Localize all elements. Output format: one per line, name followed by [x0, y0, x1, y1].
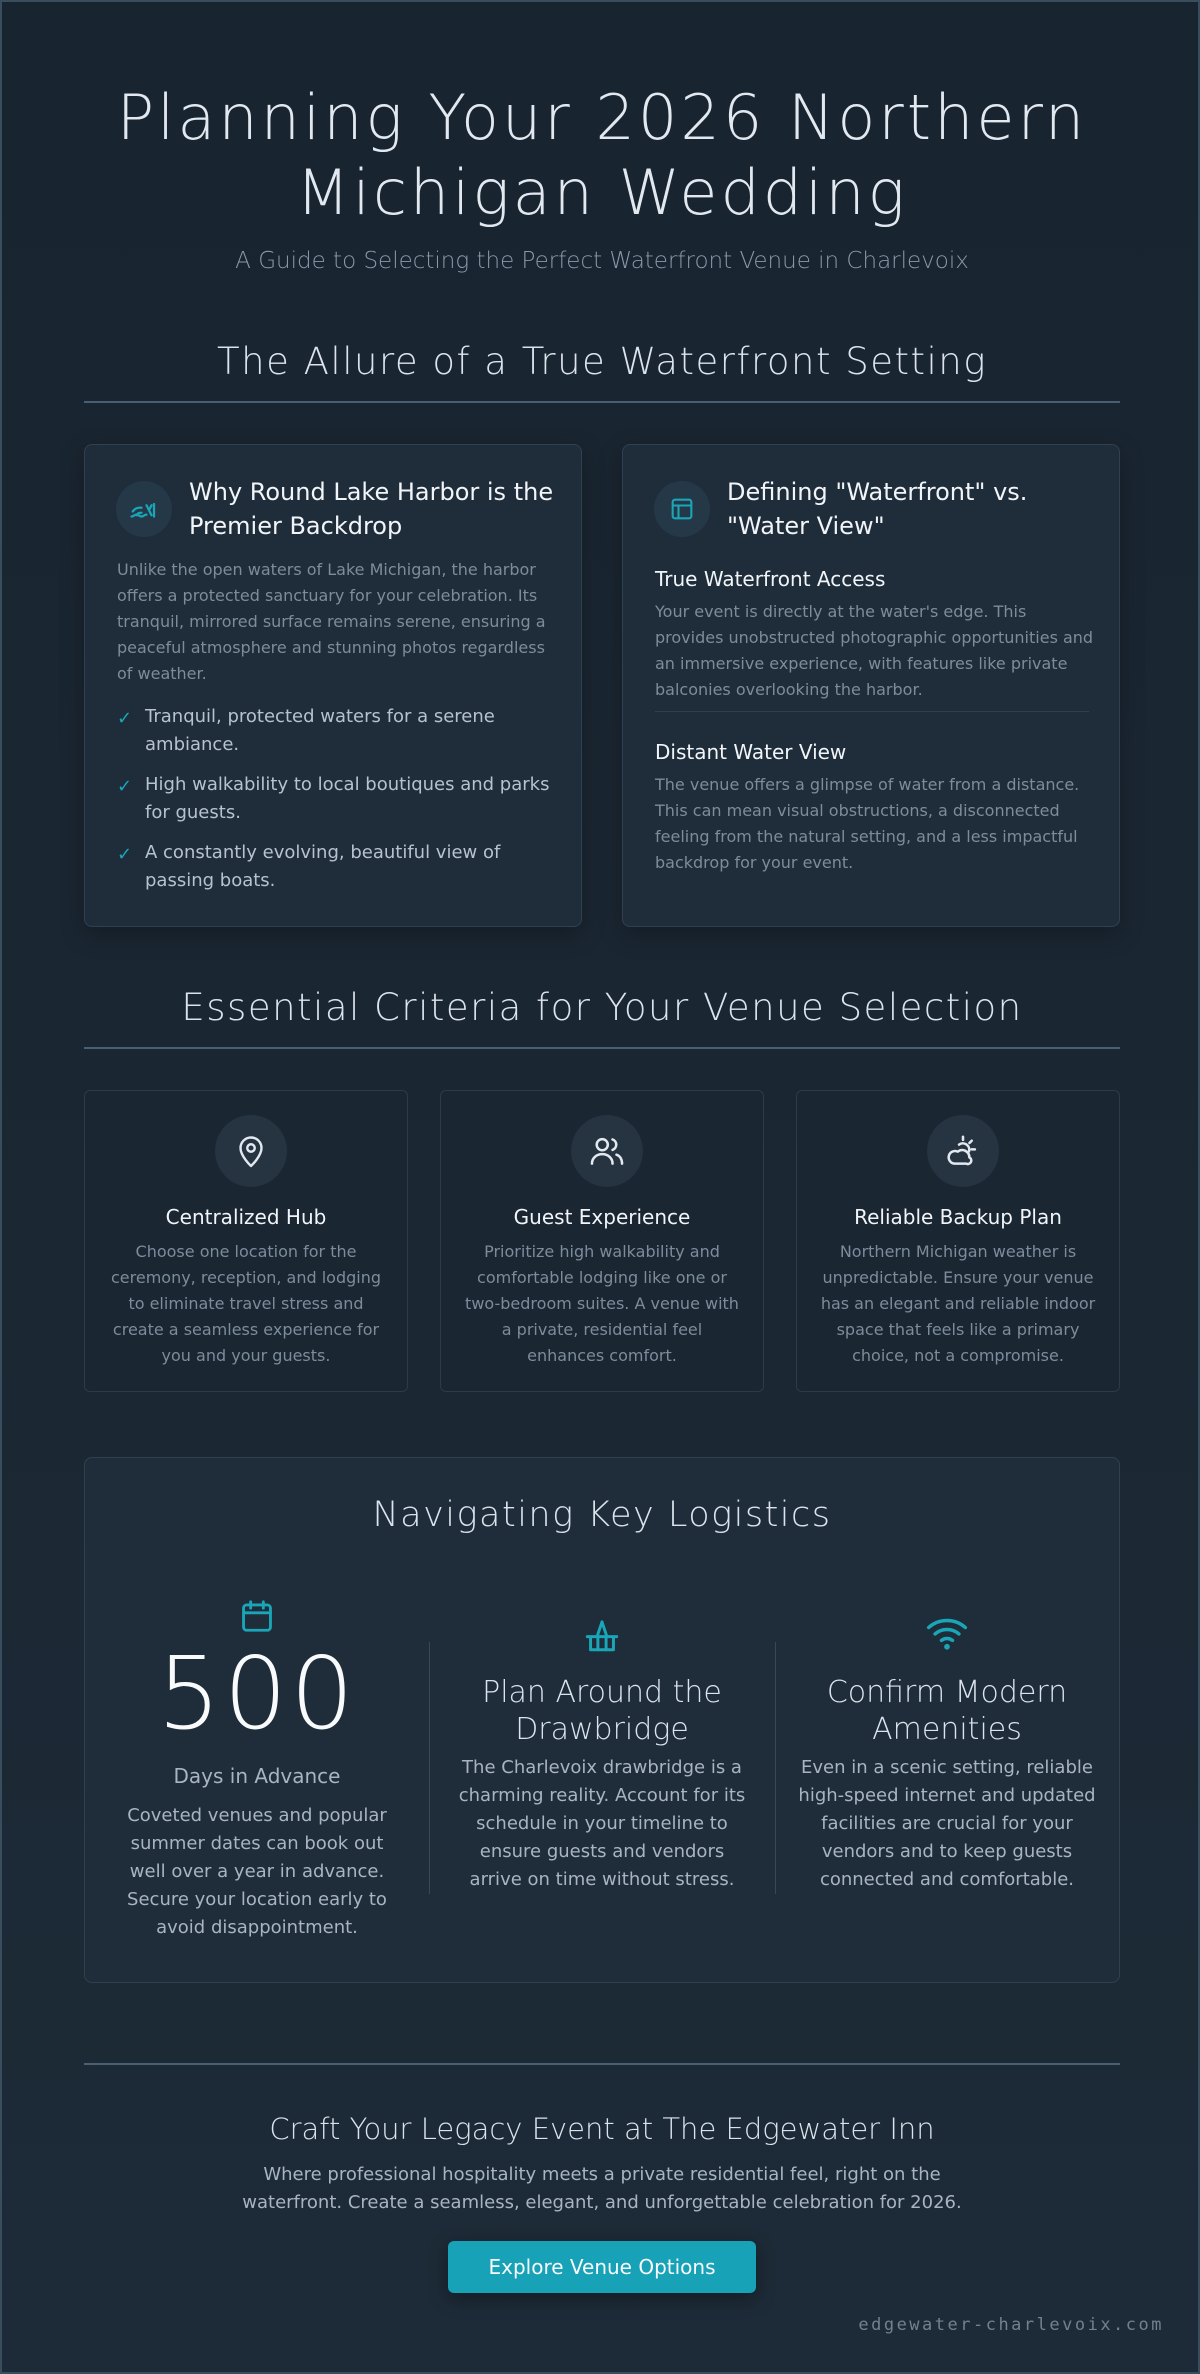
- distant-view-text: The venue offers a glimpse of water from a distance. This can mean visual obstructions, a disconnected feeling from the natural setting, and a less impactful backdrop for your event.: [655, 775, 1080, 872]
- definition-card-title: Defining "Waterfront" vs. "Water View": [727, 478, 1028, 540]
- harbor-card-title: Why Round Lake Harbor is the Premier Backdrop: [189, 478, 554, 540]
- cloud-sun-icon: [927, 1115, 999, 1187]
- harbor-card-text: Unlike the open waters of Lake Michigan, the harbor offers a protected sanctuary for your celebration. Its tranquil, mirrored surface remains serene, ensuring a peaceful atmosphere and stunning photos regardless of weather.: [117, 560, 546, 683]
- calendar-icon: [107, 1597, 407, 1635]
- section-title-logistics: Navigating Key Logistics: [372, 1495, 832, 1535]
- section-title-criteria: Essential Criteria for Your Venue Selection: [181, 986, 1023, 1029]
- distant-view-heading: Distant Water View: [655, 740, 847, 764]
- days-in-advance-number: 500: [157, 1635, 357, 1752]
- criteria-card-guest-experience: [440, 1090, 764, 1392]
- check-icon: ✓: [117, 844, 133, 865]
- criteria-title: Guest Experience: [513, 1205, 691, 1229]
- criteria-text: Prioritize high walkability and comfortable lodging like one or two-bedroom suites. A venue with a private, residential feel enhances comfort.: [465, 1242, 739, 1365]
- page-subtitle: A Guide to Selecting the Perfect Waterfront Venue in Charlevoix: [235, 248, 969, 274]
- harbor-card: [84, 444, 582, 927]
- map-pin-icon: [215, 1115, 287, 1187]
- amenities-title: Confirm Modern Amenities: [826, 1675, 1068, 1747]
- harbor-benefits-list: [117, 703, 557, 907]
- wifi-icon: [797, 1614, 1097, 1652]
- criteria-card-backup-plan: [796, 1090, 1120, 1392]
- bridge-icon: [452, 1617, 752, 1653]
- check-icon: ✓: [117, 708, 133, 729]
- true-waterfront-text: Your event is directly at the water's edge. This provides unobstructed photographic opportunities and an immersive experience, with features like private balconies overlooking the harbor.: [655, 602, 1094, 699]
- definition-divider: [655, 711, 1089, 712]
- drawbridge-title: Plan Around the Drawbridge: [482, 1675, 722, 1747]
- true-waterfront-heading: True Waterfront Access: [655, 567, 886, 591]
- cta-title: Craft Your Legacy Event at The Edgewater Inn: [269, 2112, 935, 2146]
- drawbridge-text: The Charlevoix drawbridge is a charming reality. Account for its schedule in your timeline to ensure guests and vendors arrive on time without stress.: [458, 1757, 746, 1890]
- cta-text: Where professional hospitality meets a private residential feel, right on the waterfront. Create a seamless, elegant, and unforgettable celebration for 2026.: [242, 2164, 962, 2213]
- users-icon: [571, 1115, 643, 1187]
- footer-url[interactable]: edgewater-charlevoix.com: [858, 2315, 1164, 2335]
- criteria-text: Choose one location for the ceremony, reception, and lodging to eliminate travel stress and create a seamless experience for you and your guests.: [110, 1242, 382, 1365]
- section-divider: [84, 401, 1120, 403]
- days-in-advance-label: Days in Advance: [173, 1764, 341, 1788]
- explore-venue-button[interactable]: Explore Venue Options: [448, 2241, 756, 2293]
- waves-icon: [116, 481, 172, 537]
- list-item: ✓ Tranquil, protected waters for a serene ambiance.: [117, 706, 495, 755]
- days-in-advance-text: Coveted venues and popular summer dates can book out well over a year in advance. Secure your location early to avoid disappointment.: [127, 1805, 387, 1938]
- check-icon: ✓: [117, 776, 133, 797]
- criteria-title: Centralized Hub: [165, 1205, 327, 1229]
- definition-card: [622, 444, 1120, 927]
- criteria-text: Northern Michigan weather is unpredictable. Ensure your venue has an elegant and reliable indoor space that feels like a primary choice, not a compromise.: [820, 1242, 1096, 1365]
- layout-icon: [654, 481, 710, 537]
- cta-divider: [84, 2063, 1120, 2065]
- column-divider: [429, 1642, 430, 1894]
- section-title-allure: The Allure of a True Waterfront Setting: [217, 340, 987, 383]
- section-divider: [84, 1047, 1120, 1049]
- list-item: ✓ A constantly evolving, beautiful view of passing boats.: [117, 842, 501, 891]
- criteria-title: Reliable Backup Plan: [854, 1205, 1062, 1229]
- amenities-text: Even in a scenic setting, reliable high-speed internet and updated facilities are crucial for your vendors and to keep guests connected and comfortable.: [798, 1757, 1096, 1890]
- page-title: Planning Your 2026 Northern Michigan Wedding: [116, 81, 1088, 229]
- list-item: ✓ High walkability to local boutiques and parks for guests.: [117, 774, 550, 823]
- column-divider: [775, 1642, 776, 1894]
- criteria-card-centralized-hub: [84, 1090, 408, 1392]
